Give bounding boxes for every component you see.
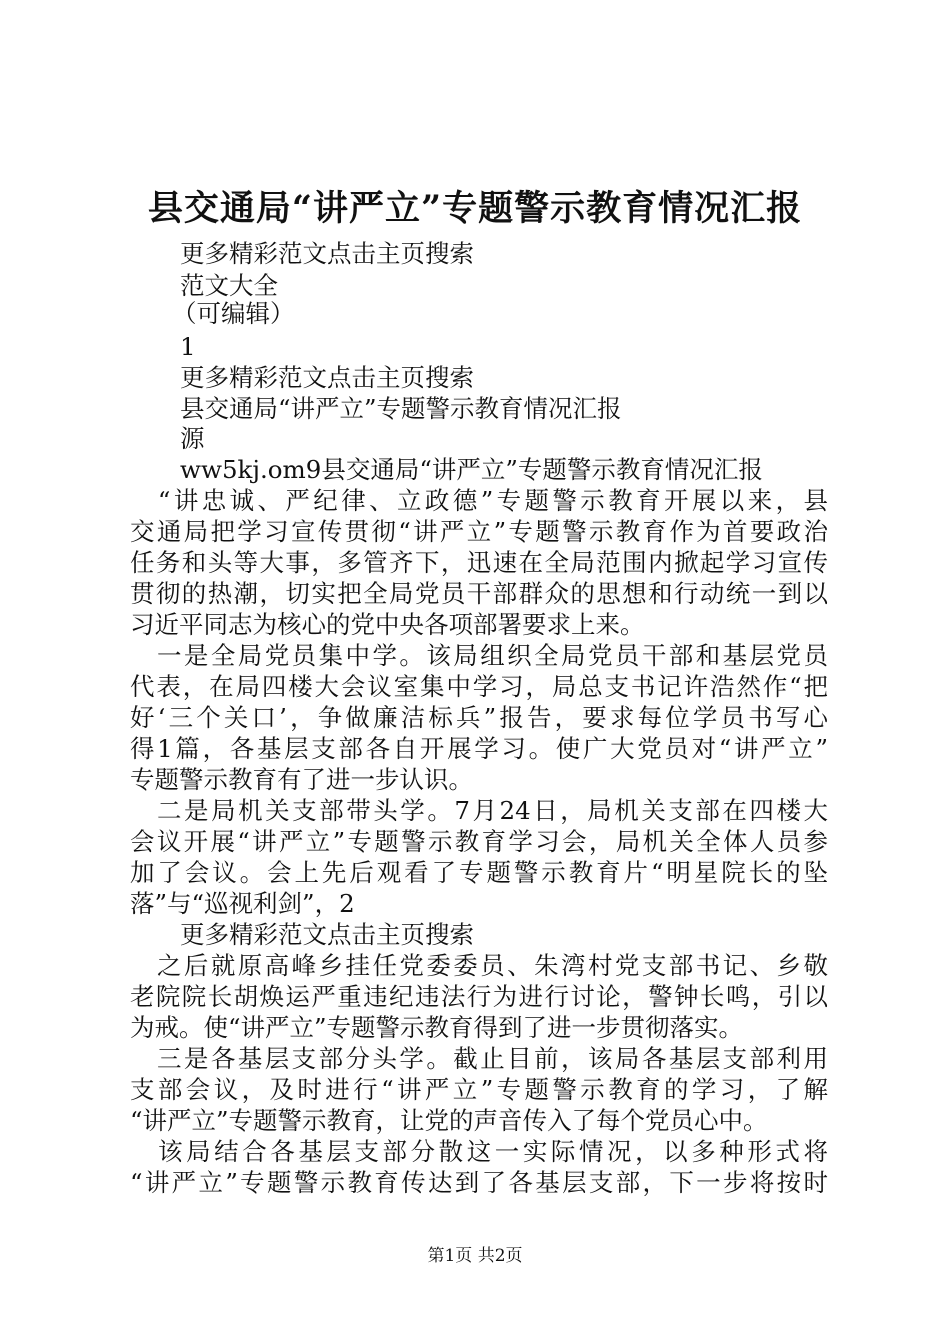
paragraph-line: 习近平同志为核心的党中央各项部署要求上来。 — [130, 610, 645, 639]
paragraph-line: “讲严立”专题警示教育，让党的声音传入了每个党员心中。 — [130, 1106, 768, 1135]
paragraph-line: 会议开展“讲严立”专题警示教育学习会，局机关全体人员参 — [130, 827, 828, 856]
header-line: ww5kj.om9县交通局“讲严立”专题警示教育情况汇报 — [180, 455, 763, 484]
header-line: 更多精彩范文点击主页搜索 — [180, 239, 474, 268]
document-title: 县交通局“讲严立”专题警示教育情况汇报 — [147, 188, 803, 229]
paragraph-line: 该局结合各基层支部分散这一实际情况，以多种形式将 — [130, 1137, 828, 1166]
paragraph-line: “讲严立”专题警示教育传达到了各基层支部，下一步将按时 — [130, 1168, 828, 1197]
paragraph-line: 交通局把学习宣传贯彻“讲严立”专题警示教育作为首要政治 — [130, 517, 828, 546]
paragraph-line: 得1篇，各基层支部各自开展学习。使广大党员对“讲严立” — [130, 734, 828, 763]
paragraph-line: 二是局机关支部带头学。7月24日，局机关支部在四楼大 — [130, 796, 828, 825]
header-line: （可编辑） — [172, 299, 295, 328]
paragraph-line: 代表，在局四楼大会议室集中学习，局总支书记许浩然作“把 — [130, 672, 828, 701]
paragraph-line: 三是各基层支部分头学。截止目前，该局各基层支部利用 — [130, 1044, 828, 1073]
header-line: 源 — [180, 424, 205, 453]
paragraph-line: 加了会议。会上先后观看了专题警示教育片“明星院长的坠 — [130, 858, 828, 887]
paragraph-line: 一是全局党员集中学。该局组织全局党员干部和基层党员 — [130, 641, 828, 670]
header-line: 1 — [180, 332, 196, 361]
paragraph-line: 任务和头等大事，多管齐下，迅速在全局范围内掀起学习宣传 — [130, 548, 828, 577]
paragraph-line: 好‘三个关口’，争做廉洁标兵”报告，要求每位学员书写心 — [130, 703, 828, 732]
paragraph-line: “讲忠诚、严纪律、立政德”专题警示教育开展以来，县 — [130, 486, 828, 515]
paragraph-line: 支部会议，及时进行“讲严立”专题警示教育的学习，了解 — [130, 1075, 828, 1104]
header-line: 范文大全 — [180, 271, 278, 300]
header-line: 县交通局“讲严立”专题警示教育情况汇报 — [180, 394, 622, 423]
paragraph-line: 专题警示教育有了进一步认识。 — [130, 765, 473, 794]
paragraph-line: 之后就原高峰乡挂任党委委员、朱湾村党支部书记、乡敬 — [130, 951, 828, 980]
paragraph-line: 为戒。使“讲严立”专题警示教育得到了进一步贯彻落实。 — [130, 1013, 744, 1042]
page-footer: 第1页 共2页 — [427, 1246, 523, 1266]
header-line: 更多精彩范文点击主页搜索 — [180, 363, 474, 392]
paragraph-line: 贯彻的热潮，切实把全局党员干部群众的思想和行动统一到以 — [130, 579, 828, 608]
paragraph-line: 落”与“巡视利剑”，2 — [130, 889, 355, 918]
mid-line: 更多精彩范文点击主页搜索 — [180, 920, 474, 949]
paragraph-line: 老院院长胡焕运严重违纪违法行为进行讨论，警钟长鸣，引以 — [130, 982, 828, 1011]
